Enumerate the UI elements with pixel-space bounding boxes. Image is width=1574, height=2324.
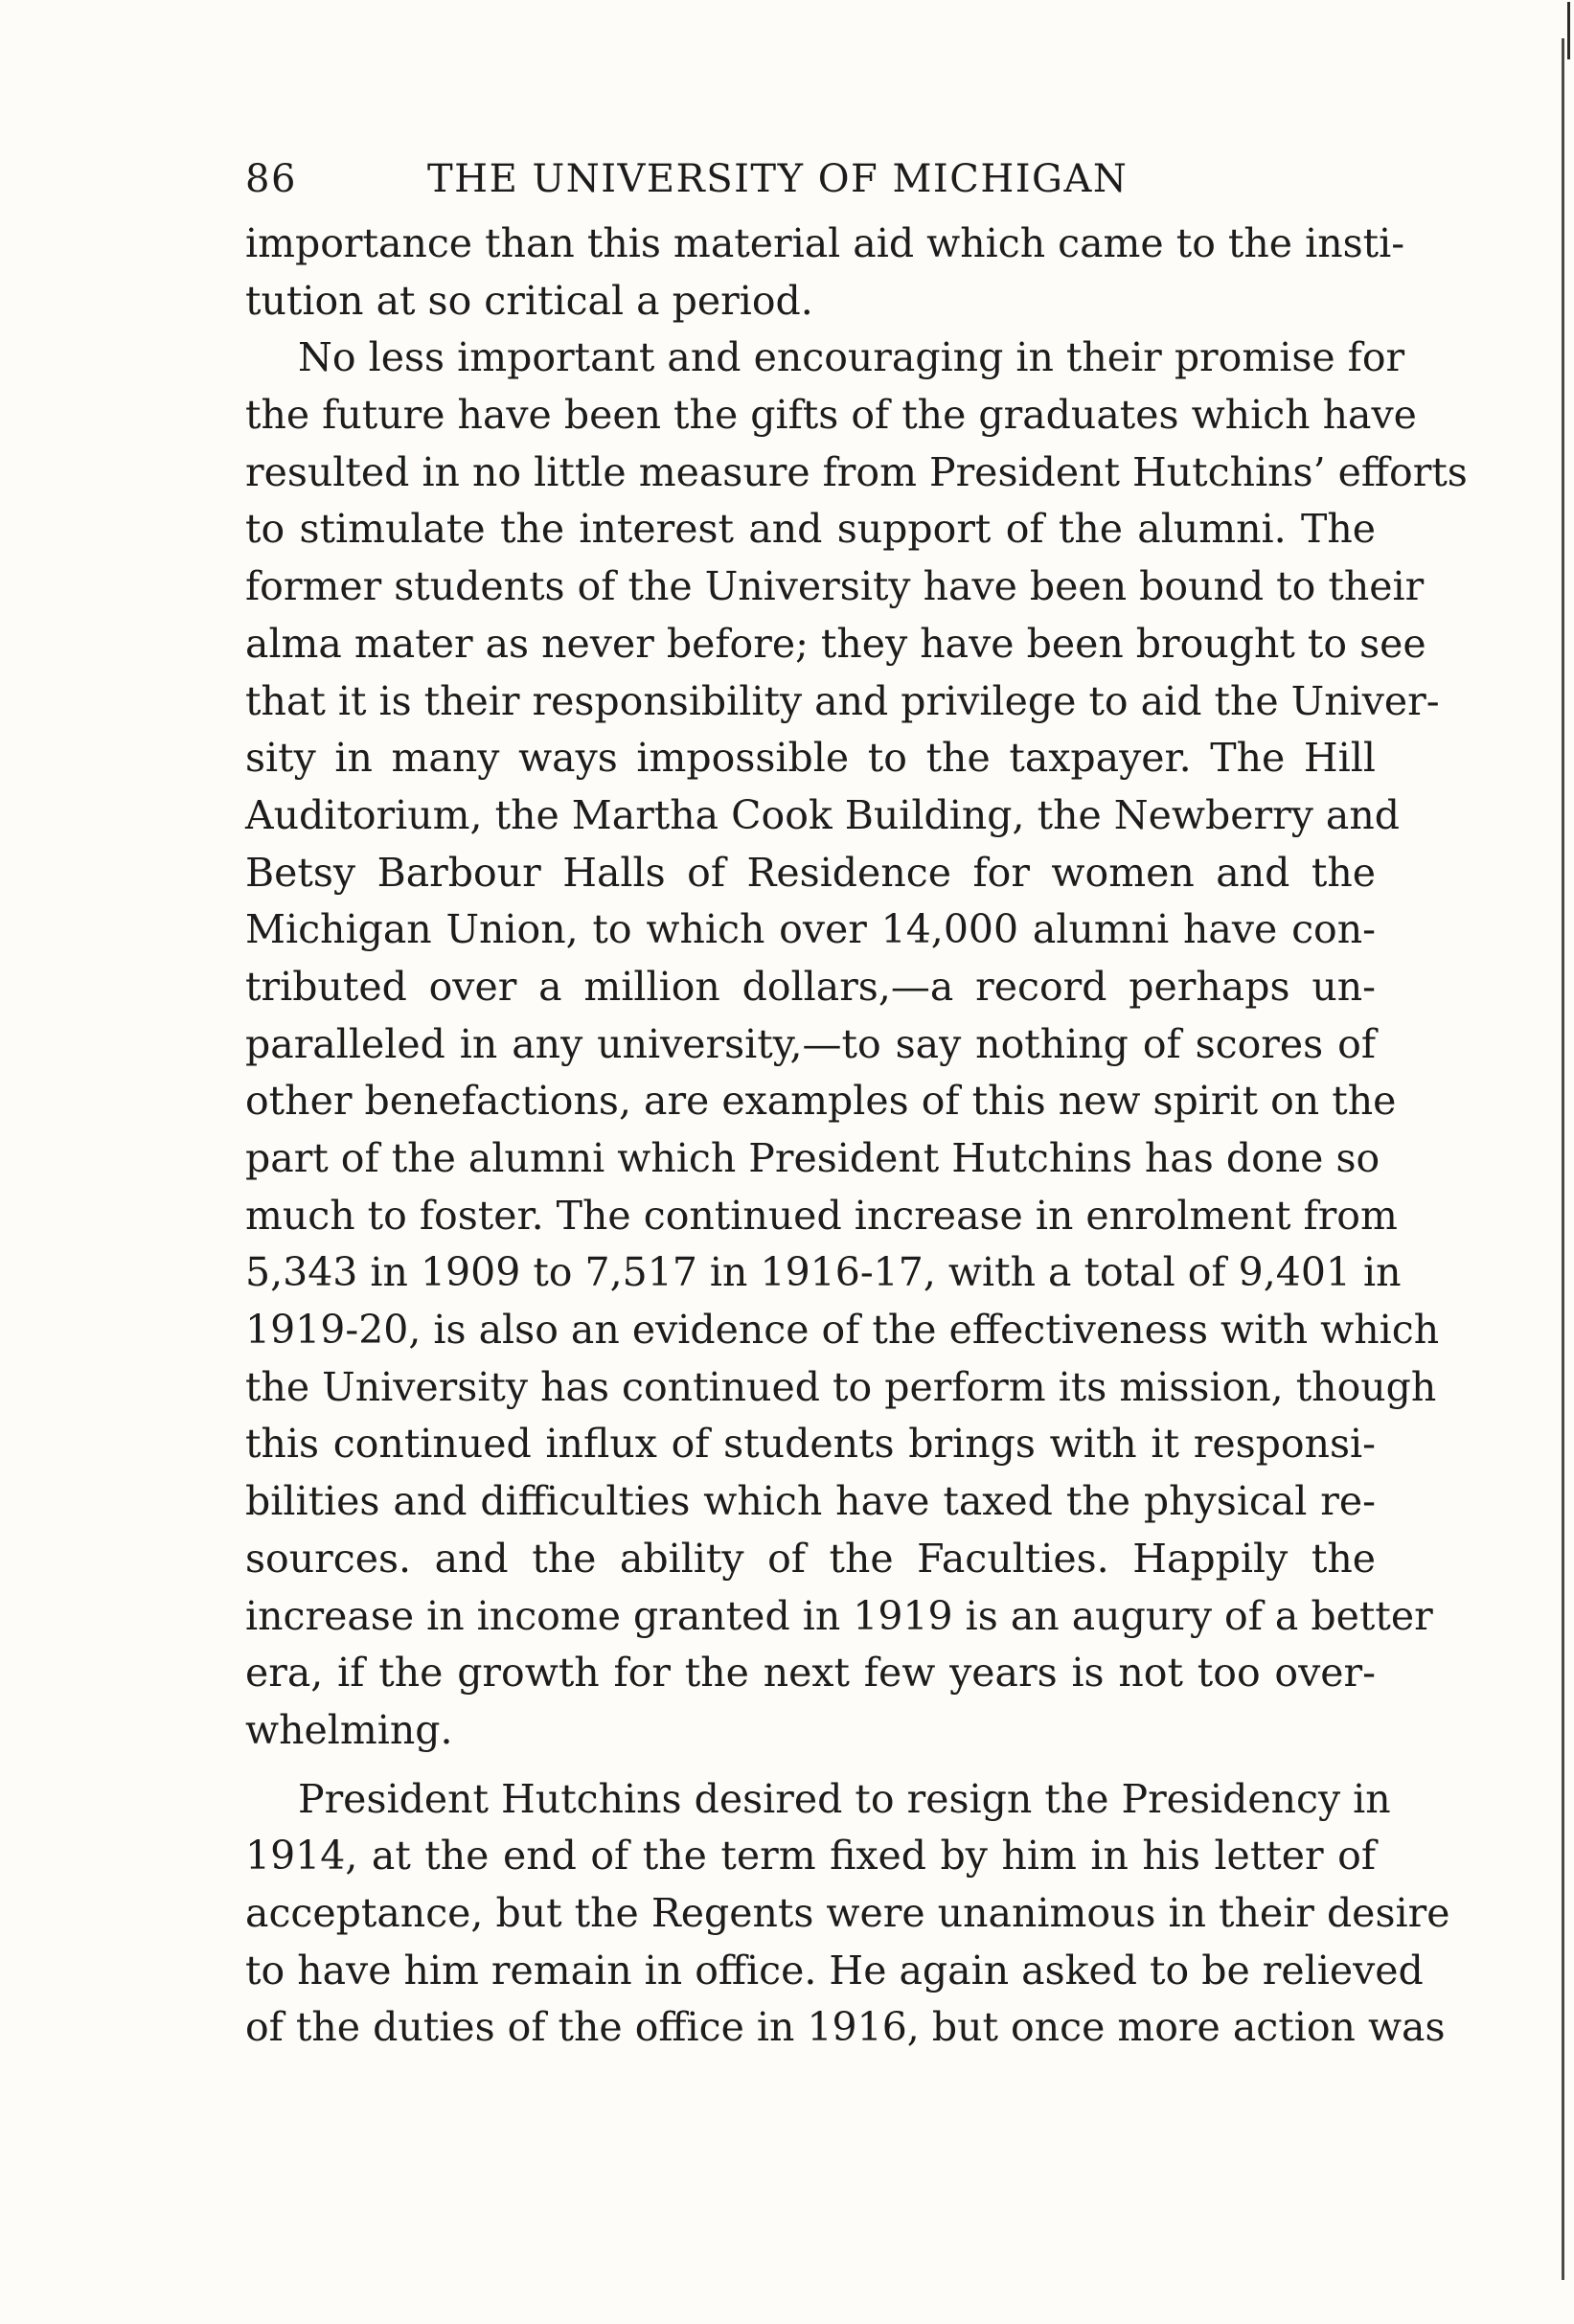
text-line: whelming.	[245, 1706, 453, 1753]
text-line: President Hutchins desired to resign the Presidency in	[298, 1775, 1391, 1822]
text-line: No less important and encouraging in their promise for	[298, 334, 1405, 381]
text-line: the University has continued to perform its mission, though	[245, 1363, 1437, 1410]
text-line: Betsy Barbour Halls of Residence for women and the	[245, 849, 1376, 896]
text-line: this continued influx of students brings with it responsi-	[245, 1421, 1376, 1468]
text-line: much to foster. The continued increase in enrolment from	[245, 1192, 1398, 1239]
text-line: tributed over a million dollars,—a record perhaps un-	[245, 963, 1376, 1010]
text-line: era, if the growth for the next few years is not too over-	[245, 1650, 1376, 1697]
text-line: sources. and the ability of the Faculties. Happily the	[245, 1535, 1376, 1582]
paragraph-spacer	[245, 1760, 1376, 1771]
text-line: acceptance, but the Regents were unanimous in their desire	[245, 1889, 1450, 1936]
page-text-block	[245, 144, 1468, 2057]
text-line: former students of the University have been bound to their	[245, 563, 1425, 610]
text-line: to stimulate the interest and support of the alumni. The	[245, 506, 1376, 553]
text-line: other benefactions, are examples of this new spirit on the	[245, 1078, 1397, 1125]
text-line: paralleled in any university,—to say nothing of scores of	[245, 1020, 1376, 1067]
text-line: bilities and difficulties which have taxed the physical re-	[245, 1478, 1376, 1525]
page-edge-line	[1562, 38, 1564, 2280]
text-line: the future have been the gifts of the graduates which have	[245, 392, 1417, 439]
paragraph-2	[245, 330, 1468, 1759]
running-title: THE UNIVERSITY OF MICHIGAN	[427, 157, 1129, 201]
text-line: Michigan Union, to which over 14,000 alumni have con-	[245, 906, 1376, 953]
text-line: that it is their responsibility and privilege to aid the Univer-	[245, 677, 1440, 724]
text-line: importance than this material aid which came to the insti-	[245, 220, 1405, 266]
text-line: sity in many ways impossible to the taxpayer. The Hill	[245, 735, 1376, 782]
text-line: of the duties of the office in 1916, but once more action was	[245, 2004, 1446, 2051]
text-line: 1919-20, is also an evidence of the effectiveness with which	[245, 1307, 1440, 1354]
text-line: to have him remain in office. He again asked to be relieved	[245, 1947, 1424, 1994]
running-header	[245, 144, 1376, 216]
paragraph-1	[245, 216, 1405, 330]
text-line: increase in income granted in 1919 is an augury of a better	[245, 1592, 1433, 1639]
text-line: Auditorium, the Martha Cook Building, the Newberry and	[245, 791, 1401, 838]
page-number: 86	[245, 157, 297, 201]
text-line: 1914, at the end of the term fixed by him in his letter of	[245, 1833, 1376, 1880]
text-line: resulted in no little measure from President Hutchins’ efforts	[245, 448, 1468, 495]
text-line: 5,343 in 1909 to 7,517 in 1916-17, with a total of 9,401 in	[245, 1249, 1402, 1296]
paragraph-3	[245, 1771, 1450, 2057]
text-line: part of the alumni which President Hutchins has done so	[245, 1135, 1380, 1181]
page-edge-mark-top	[1567, 2, 1570, 59]
text-line: alma mater as never before; they have been brought to see	[245, 620, 1426, 667]
text-line: tution at so critical a period.	[245, 277, 813, 324]
